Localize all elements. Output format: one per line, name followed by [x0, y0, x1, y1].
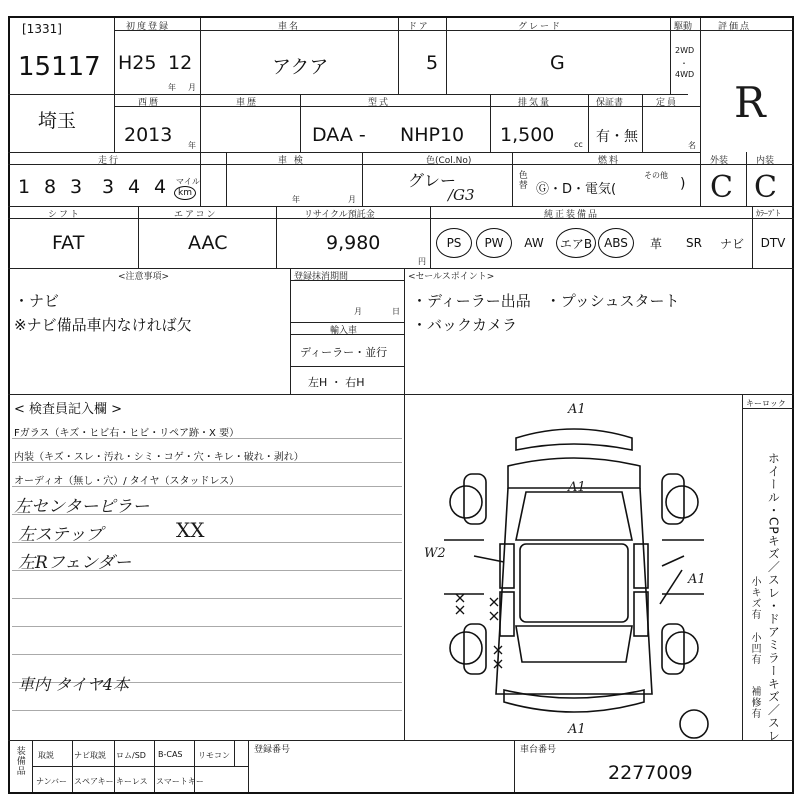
handle-side: 左H ・ 右H	[308, 376, 365, 389]
selling-points-label: <セールスポイント>	[408, 272, 495, 282]
acc-navi-manual: ナビ取説	[74, 751, 106, 760]
history-label: 車歴	[236, 98, 259, 108]
displacement-label: 排気量	[518, 98, 552, 108]
month-unit-3: 月	[348, 195, 356, 204]
warranty-label: 保証書	[596, 98, 624, 108]
mileage-d6: 4	[154, 176, 167, 198]
keylock-label: キーロック	[746, 399, 786, 408]
drive-label: 駆動	[674, 22, 693, 32]
fuel-close: )	[680, 176, 686, 192]
recycle-label: リサイクル預託金	[304, 210, 375, 220]
left-front-wheel-shape	[450, 486, 482, 518]
equip-leather: 革	[649, 236, 662, 251]
drive-2wd: 2WD	[675, 46, 695, 55]
equip-ps: PS	[436, 228, 472, 258]
mileage-d3: 3	[70, 176, 83, 198]
warranty-value: 有・無	[596, 129, 638, 145]
left-front-fender-shape	[464, 474, 486, 524]
history-label-2: 車 検	[278, 156, 305, 166]
hand-note-2: 左ステップ	[18, 525, 103, 545]
displacement-unit: cc	[574, 140, 583, 149]
acc-number: ナンバー	[36, 777, 68, 786]
hand-note-1: 左センターピラー	[14, 497, 150, 517]
frame-top	[8, 16, 794, 18]
exterior-label: 外装	[710, 156, 729, 166]
color-code: /G3	[448, 186, 475, 204]
lot-bracket-number: [1331]	[22, 22, 62, 36]
right-front-fender-shape	[662, 474, 684, 524]
fuel-options: Ⓖ・D・電気(	[536, 182, 617, 197]
car-name: アクア	[272, 56, 329, 78]
year-label: 西暦	[138, 98, 161, 108]
car-name-label: 車名	[278, 22, 301, 32]
shift-label: シフト	[48, 210, 82, 220]
frame-left	[8, 16, 10, 794]
year-unit: 年	[168, 83, 176, 92]
hand-note-mark: XX	[176, 518, 205, 542]
mark-hood: A1	[568, 480, 586, 495]
frame-right	[792, 16, 794, 794]
side-small-1: 小キズ有	[749, 576, 760, 620]
equipment-extra: ｶﾗｰﾌﾞﾄ	[756, 209, 780, 218]
mark-bottom: A1	[568, 722, 586, 737]
note-line-2: ※ナビ備品車内なければ欠	[14, 316, 192, 334]
selling-point-2: ・バックカメラ	[412, 316, 518, 334]
mileage-d4: 3	[102, 176, 115, 198]
acc-manual: 取説	[38, 751, 54, 760]
equip-abs: ABS	[598, 228, 634, 258]
lot-number: 15117	[18, 52, 101, 82]
acc-keyless: キーレス	[116, 777, 148, 786]
acc-rom-sd: ロム/SD	[116, 751, 146, 760]
exterior-grade: C	[710, 170, 733, 205]
side-small-2: 小凹有	[749, 632, 760, 665]
aircon-label: エアコン	[174, 210, 218, 220]
reg-expiry-label: 登録抹消期間	[294, 272, 349, 282]
import-type: ディーラー・並行	[300, 346, 388, 359]
inspect-line-interior: 内装（キズ・スレ・汚れ・シミ・コゲ・穴・キレ・破れ・剥れ）	[14, 452, 304, 463]
spare-tire-shape	[680, 710, 708, 738]
windshield-shape	[516, 492, 632, 540]
reg-day: 日	[392, 307, 400, 316]
acc-spare-key: スペアキー	[74, 777, 114, 786]
right-front-wheel-shape	[666, 486, 698, 518]
capacity-label: 定員	[656, 98, 679, 108]
mileage-d5: 4	[128, 176, 141, 198]
reg-no-label: 登録番号	[254, 745, 291, 755]
first-reg-era: H25	[118, 52, 157, 74]
model-label: 型式	[368, 98, 391, 108]
mileage-km-unit: km	[174, 186, 196, 200]
mark-top: A1	[568, 402, 586, 417]
year-unit-3: 年	[292, 195, 300, 204]
score-label: 評価点	[718, 22, 752, 32]
left-rear-wheel-shape	[450, 632, 482, 664]
equip-pw: PW	[476, 228, 512, 258]
selling-point-1: ・ディーラー出品 ・プッシュスタート	[412, 292, 680, 310]
inspector-heading: < 検査員記入欄 >	[14, 402, 123, 417]
model-prefix: DAA -	[312, 124, 366, 146]
acc-remote: リモコン	[198, 751, 230, 760]
grade-value: G	[550, 52, 565, 74]
acc-bcas: B-CAS	[158, 750, 183, 759]
model-year: 2013	[124, 124, 173, 146]
mileage-mile-unit: マイル	[176, 177, 200, 186]
hand-note-bottom: 車内 タイヤ4本	[18, 675, 129, 694]
inspect-line-glass: Fガラス（キズ・ヒビ右・ヒビ・リペア跡・X 要）	[14, 428, 240, 439]
recycle-yen: 円	[418, 257, 426, 266]
displacement: 1,500	[500, 124, 555, 146]
fuel-other: その他	[644, 171, 668, 180]
side-small-3: 補修有	[749, 686, 760, 719]
score-value: R	[734, 78, 766, 127]
grade-label: グレード	[518, 22, 563, 32]
right-rear-wheel-shape	[666, 632, 698, 664]
model-code: NHP10	[400, 124, 465, 146]
equipment-label: 純正装備品	[544, 210, 600, 220]
notes-label: <注意事項>	[118, 272, 170, 282]
first-reg-month: 12	[168, 52, 193, 74]
frame-no-label: 車台番号	[520, 745, 557, 755]
mark-right: A1	[688, 572, 706, 587]
mileage-label: 走行	[98, 156, 121, 166]
equip-aw: AW	[524, 236, 544, 250]
drive-dot: ・	[680, 59, 688, 68]
mileage-d1: 1	[18, 176, 31, 198]
first-reg-label: 初度登録	[126, 22, 171, 32]
month-unit: 月	[188, 83, 196, 92]
doors-label: ドア	[408, 22, 430, 32]
interior-label: 内装	[756, 156, 775, 166]
roof-shape	[520, 544, 628, 622]
year-unit-2: 年	[188, 141, 196, 150]
auction-sheet	[8, 6, 794, 794]
mileage-d2: 8	[44, 176, 57, 198]
import-label: 輸入車	[330, 326, 358, 336]
doors-value: 5	[426, 52, 439, 74]
equip-dtv: DTV	[760, 236, 786, 250]
inspect-line-audio: オーディオ（無し・穴）/ タイヤ（スタッドレス）	[14, 476, 240, 487]
side-text: ホイール・CPキズ／スレ・ドアミラーキズ／スレ	[766, 452, 781, 743]
car-damage-diagram	[404, 394, 742, 740]
region: 埼玉	[38, 110, 77, 132]
front-bumper-shape	[516, 429, 632, 450]
color-name: グレー	[408, 171, 457, 190]
shift-value: FAT	[52, 232, 85, 254]
recycle-value: 9,980	[326, 232, 381, 254]
capacity-unit: 名	[688, 141, 696, 150]
hand-note-3: 左Rフェンダー	[18, 553, 132, 573]
color-label: 色(Col.No)	[426, 156, 472, 166]
reg-month: 月	[354, 307, 362, 316]
left-step-line	[444, 540, 484, 594]
frame-bottom	[8, 792, 794, 794]
mark-left: W2	[424, 546, 446, 561]
right-pointer	[660, 570, 682, 604]
fuel-label: 燃料	[598, 156, 621, 166]
equip-airbag: エアB	[556, 228, 596, 258]
right-pointer-2	[662, 556, 684, 566]
drive-4wd: 4WD	[675, 70, 695, 79]
acc-smart-key: スマートキー	[156, 777, 204, 786]
aircon-value: AAC	[188, 232, 228, 254]
color-change: 色替	[516, 170, 527, 190]
frame-no: 2277009	[608, 762, 693, 784]
note-line-1: ・ナビ	[14, 292, 60, 310]
footer-side-label: 装備品	[14, 746, 25, 776]
equip-sr: SR	[686, 236, 702, 250]
interior-grade: C	[754, 170, 777, 205]
rear-window-shape	[516, 626, 632, 662]
equip-navi: ナビ	[719, 236, 744, 251]
